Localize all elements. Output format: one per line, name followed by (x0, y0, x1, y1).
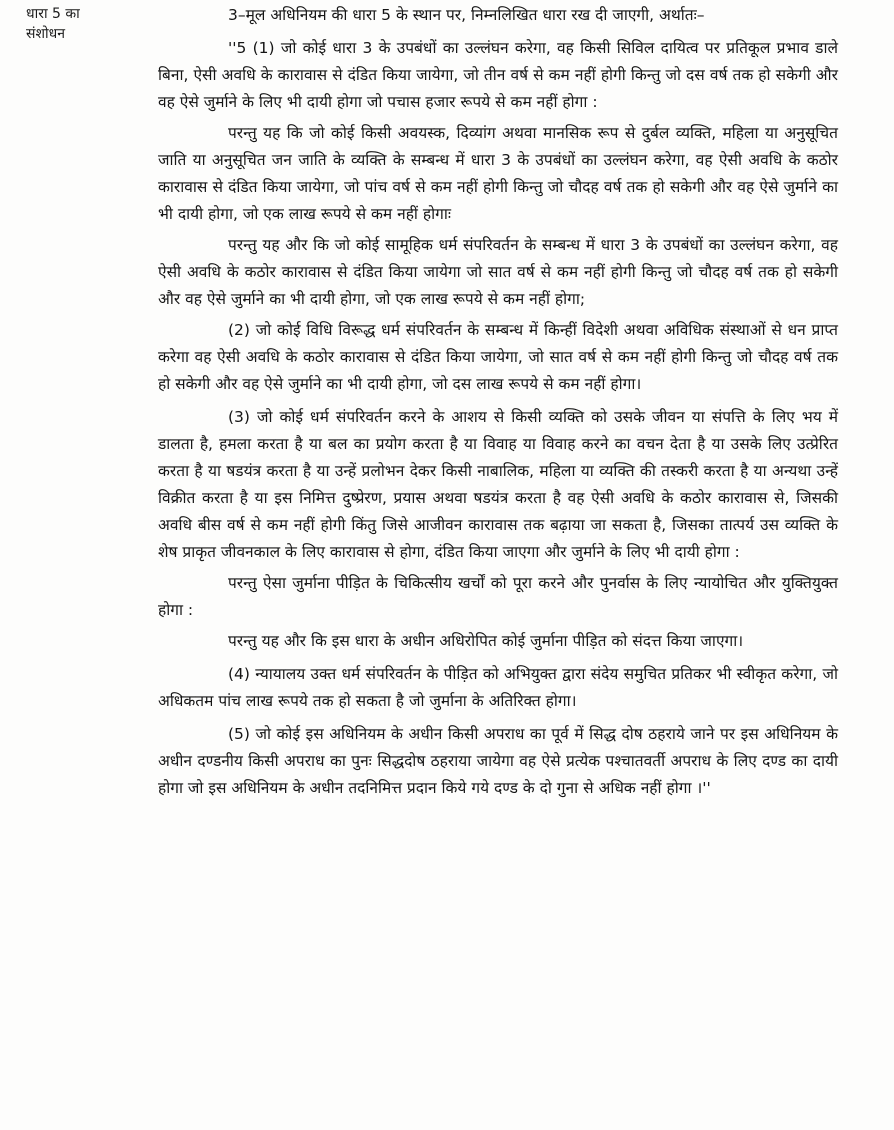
margin-note-line-1: धारा 5 का (26, 6, 80, 22)
margin-note-line-2: संशोधन (26, 26, 65, 42)
subsection-5-1: ''5 (1) जो कोई धारा 3 के उपबंधों का उल्लंघन करेगा, वह किसी सिविल दायित्व पर प्रतिकूल प्रभाव डाले बिना, ऐसी अवधि के कारावास से दंडित किया जायेगा, जो तीन वर्ष से कम नहीं होगी किन्तु जो दस वर्ष तक हो सकेगी और वह ऐसे जुर्माने के लिए भी दायी होगा जो पचास हजार रूपये से कम नहीं होगा : (158, 39, 838, 111)
proviso-4: परन्तु यह और कि इस धारा के अधीन अधिरोपित कोई जुर्माना पीड़ित को संदत्त किया जाएगा। (228, 632, 744, 650)
subsection-5-4: (4) न्यायालय उक्त धर्म संपरिवर्तन के पीड़ित को अभियुक्त द्वारा संदेय समुचित प्रतिकर भी स्वीकृत करेगा, जो अधिकतम पांच लाख रूपये तक हो सकता है जो जुर्माना के अतिरिक्त होगा। (158, 665, 838, 710)
subsection-5-2: (2) जो कोई विधि विरूद्ध धर्म संपरिवर्तन के सम्बन्ध में किन्हीं विदेशी अथवा अविधिक संस्थाओं से धन प्राप्त करेगा वह ऐसी अवधि के कठोर कारावास से दंडित किया जायेगा, जो सात वर्ष से कम नहीं होगी किन्तु जो चौदह वर्ष तक हो सकेगी और वह ऐसे जुर्माने का भी दायी होगा, जो दस लाख रूपये से कम नहीं होगा। (158, 321, 838, 393)
proviso-2: परन्तु यह और कि जो कोई सामूहिक धर्म संपरिवर्तन के सम्बन्ध में धारा 3 के उपबंधों का उल्लंघन करेगा, वह ऐसी अवधि के कठोर कारावास से दंडित किया जायेगा जो सात वर्ष से कम नहीं होगी किन्तु जो चौदह वर्ष तक हो सकेगी और वह ऐसे जुर्माने का भी दायी होगा, जो एक लाख रूपये से कम नहीं होगा; (158, 236, 838, 308)
subsection-5-3: (3) जो कोई धर्म संपरिवर्तन करने के आशय से किसी व्यक्ति को उसके जीवन या संपत्ति के लिए भय में डालता है, हमला करता है या बल का प्रयोग करता है या विवाह या विवाह करने का वचन देता है या उसके लिए उत्प्रेरित करता है या षडयंत्र करता है या उन्हें प्रलोभन देकर किसी नाबालिक, महिला या व्यक्ति की तस्करी करता है या अन्यथा उन्हें विक्रीत करता है या इस निमित्त दुष्प्रेरण, प्रयास अथवा षडयंत्र करता है वह ऐसी अवधि के कठोर कारावास से, जिसकी अवधि बीस वर्ष से कम नहीं होगी किंतु जिसे आजीवन कारावास तक बढ़ाया जा सकता है, जिसका तात्पर्य उस व्यक्ति के शेष प्राकृत जीवनकाल के लिए कारावास से होगा, दंडित किया जाएगा और जुर्माने के लिए भी दायी होगा : (158, 408, 838, 561)
subsection-5-5: (5) जो कोई इस अधिनियम के अधीन किसी अपराध का पूर्व में सिद्ध दोष ठहराये जाने पर इस अधिनियम के अधीन दण्डनीय किसी अपराध का पुनः सिद्धदोष ठहराया जायेगा वह ऐसे प्रत्येक पश्चातवर्ती अपराध के लिए दण्ड का दायी होगा जो इस अधिनियम के अधीन तदनिमित्त प्रदान किये गये दण्ड के दो गुना से अधिक नहीं होगा ।'' (158, 725, 838, 797)
margin-note (26, 4, 136, 44)
proviso-3: परन्तु ऐसा जुर्माना पीड़ित के चिकित्सीय खर्चों को पूरा करने और पुनर्वास के लिए न्यायोचित और युक्तियुक्त होगा : (158, 574, 838, 619)
proviso-1: परन्तु यह कि जो कोई किसी अवयस्क, दिव्यांग अथवा मानसिक रूप से दुर्बल व्यक्ति, महिला या अनुसूचित जाति या अनुसूचित जन जाति के व्यक्ति के सम्बन्ध में धारा 3 के उपबंधों का उल्लंघन करेगा, वह ऐसी अवधि के कठोर कारावास से दंडित किया जायेगा, जो पांच वर्ष से कम नहीं होगी किन्तु जो चौदह वर्ष तक हो सकेगी और वह ऐसे जुर्माने का भी दायी होगा, जो एक लाख रूपये से कम नहीं होगाः (158, 124, 838, 223)
section-body (158, 2, 838, 806)
intro-paragraph: 3–मूल अधिनियम की धारा 5 के स्थान पर, निम्नलिखित धारा रख दी जाएगी, अर्थातः– (228, 6, 705, 24)
